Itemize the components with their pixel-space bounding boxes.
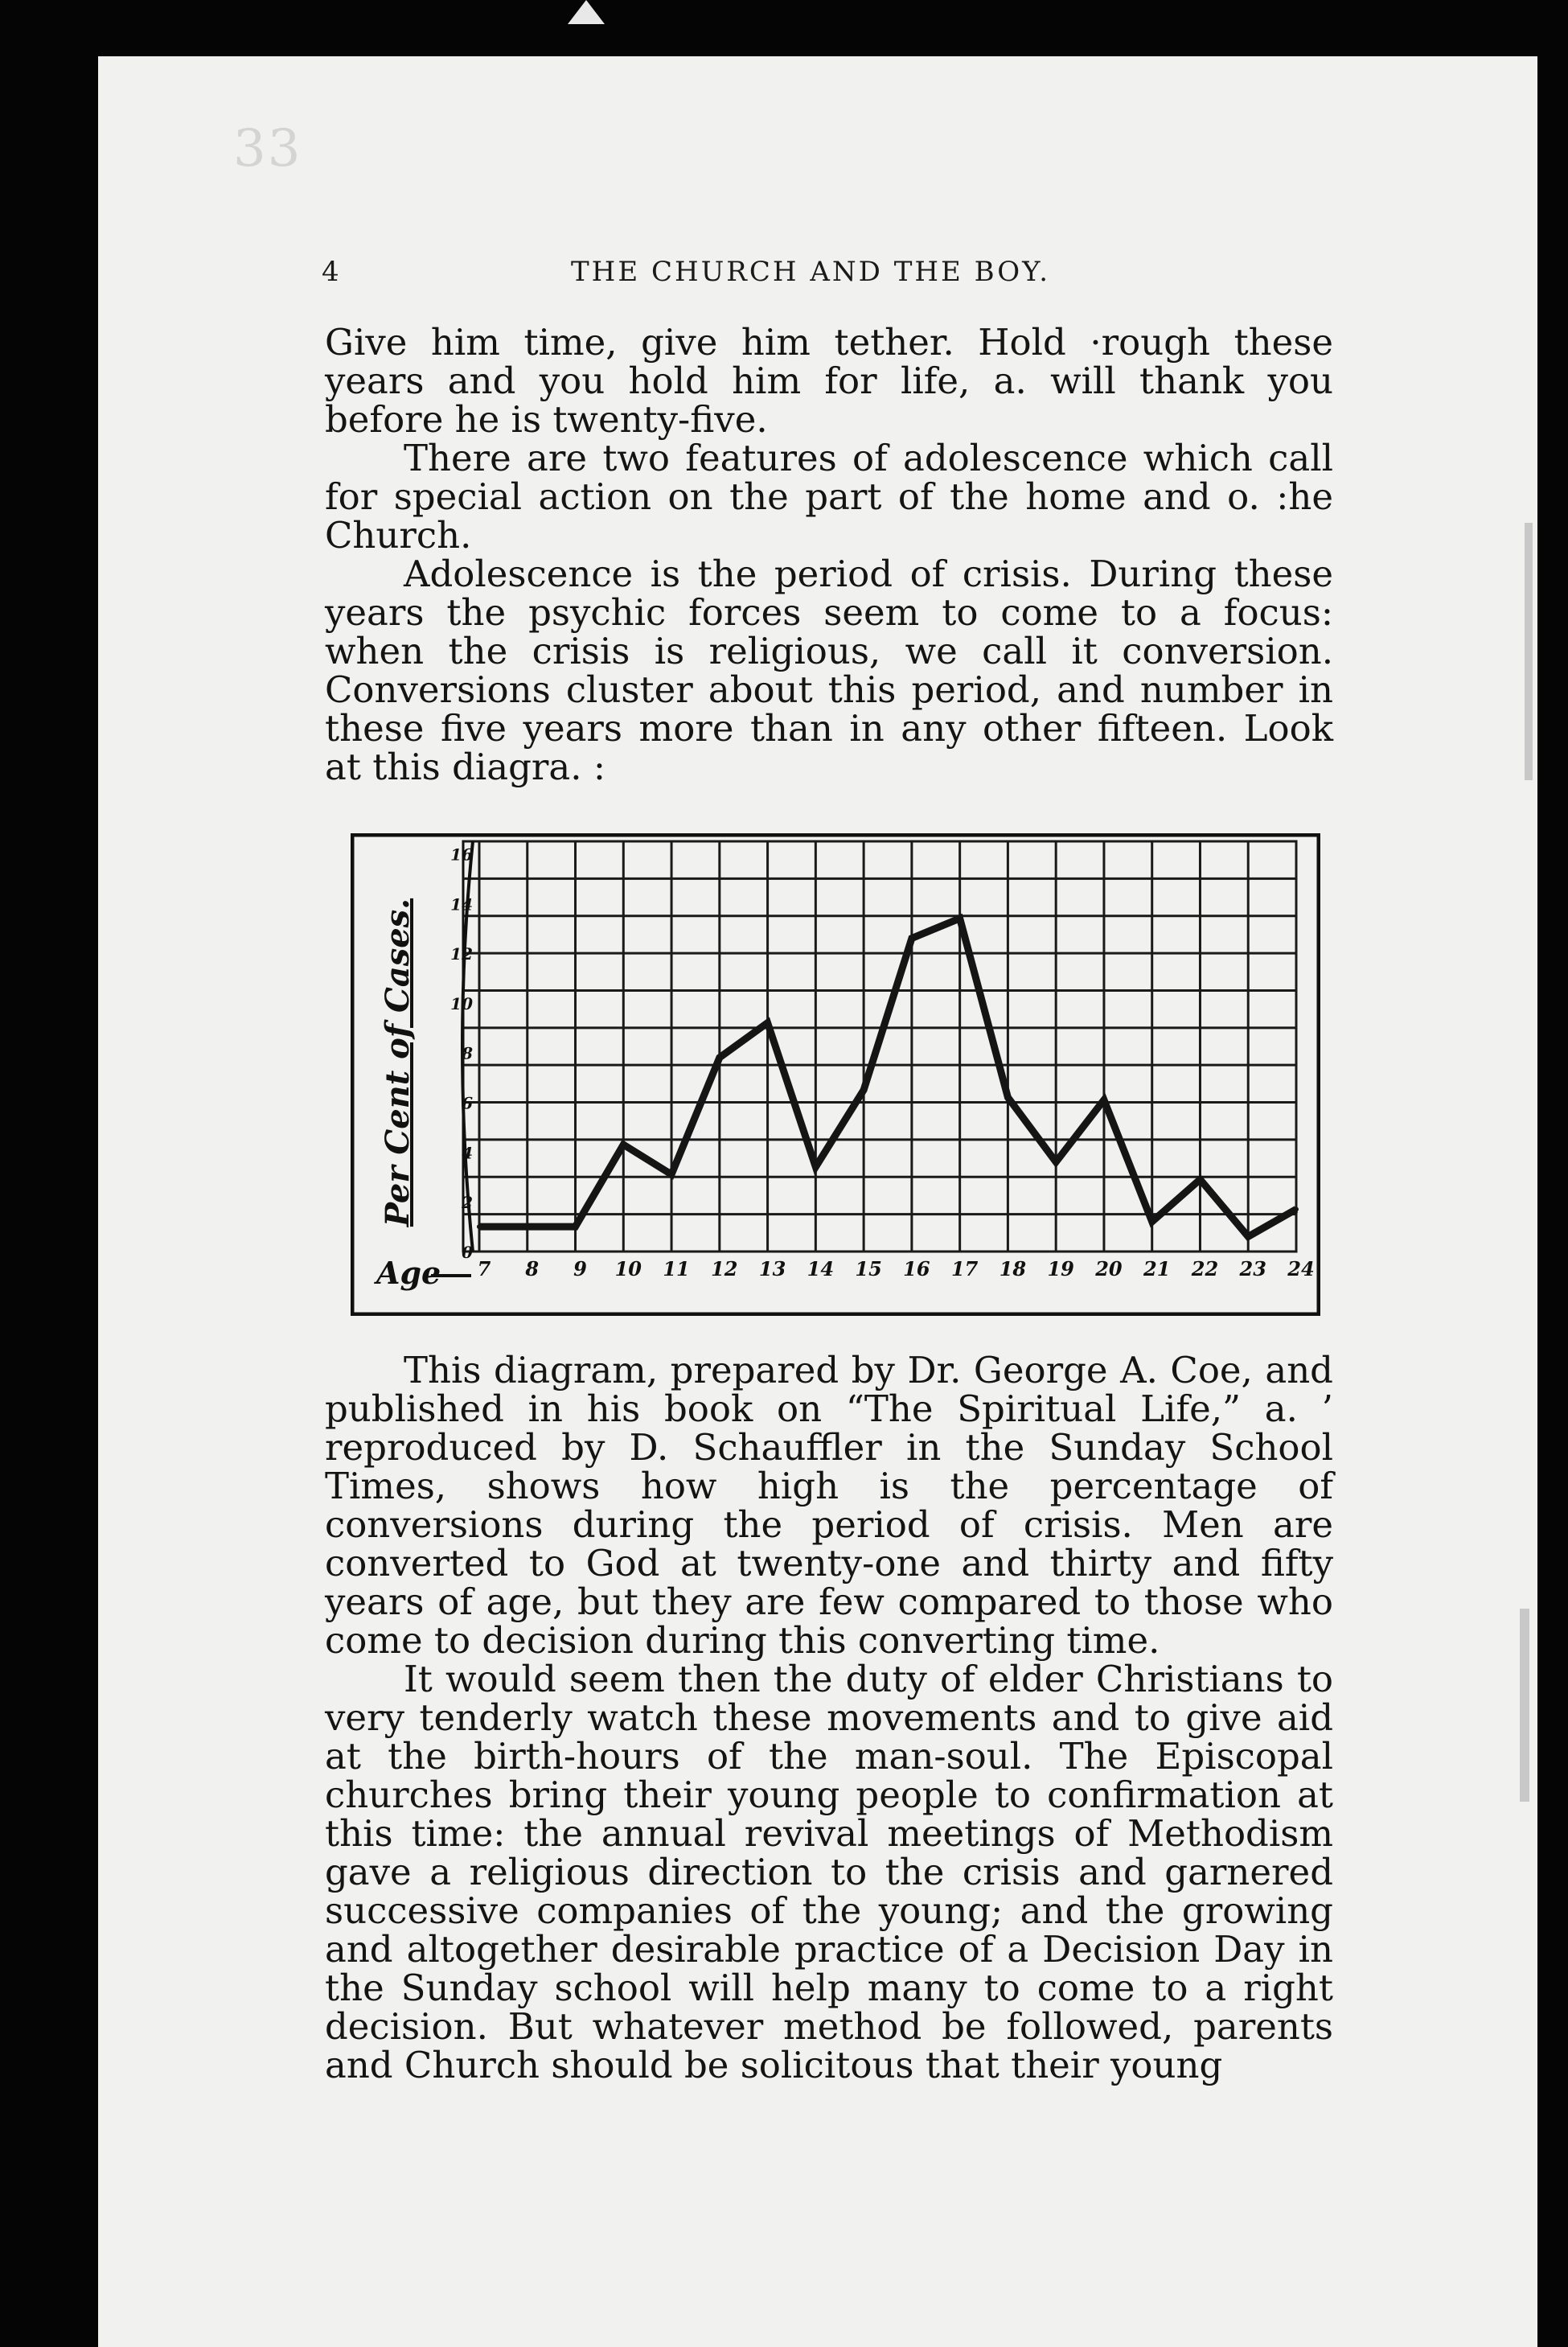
x-tick-label: 9 [573,1257,587,1280]
y-tick-label: 0 [462,1243,473,1262]
data-point [1246,1234,1250,1239]
x-tick-label: 19 [1047,1257,1074,1280]
data-point [766,1021,770,1026]
conversion-percentage-line [479,919,1296,1237]
text-block-after-diagram [325,1351,1333,2085]
binding-shadow-right [1525,523,1533,780]
y-axis-label: Per Cent of Cases. [379,898,417,1227]
data-point [1053,1160,1058,1165]
y-tick-label: 12 [450,944,473,964]
x-tick-label: 21 [1143,1257,1171,1280]
data-point [573,1224,578,1229]
binding-shadow-right-lower [1520,1609,1529,1802]
data-point [1294,1206,1299,1211]
data-point [525,1224,530,1229]
x-tick-label: 8 [525,1257,540,1280]
x-tick-label: 13 [758,1257,786,1280]
edge-mark-top [568,0,605,24]
data-point [1102,1097,1106,1102]
data-point [477,1224,482,1229]
x-tick-label: 15 [855,1257,882,1280]
data-point [1197,1177,1202,1182]
x-tick-label: 11 [663,1257,690,1280]
data-point [1005,1095,1010,1100]
y-tick-label: 8 [462,1043,473,1063]
text-block-before-diagram [325,323,1333,787]
data-point [669,1172,674,1177]
y-tick-label: 10 [450,993,473,1013]
paragraph: Adolescence is the period of crisis. During these years the psychic forces seem to come to a focus: when the crisis is religious, we call it conversion. Conversions cluster about this period, and number in these five years more than in any other fifteen. Look at this diagra. : [325,553,1333,788]
y-tick-label: 4 [462,1143,473,1163]
y-tick-label: 14 [450,894,473,915]
data-point [1150,1219,1155,1224]
chart-frame [352,835,1319,1314]
x-tick-label: 24 [1287,1257,1315,1280]
paragraph: It would seem then the duty of elder Christians to very tenderly watch these movements and to give aid at the birth-hours of the man-soul. The Episcopal churches bring their young people to confirmation at this time: the annual revival meetings of Methodism gave a religious direction to the crisis and garnered successive companies of the young; and the growing and altogether desirable practice of a Decision Day in the Sunday school will help many to come to a right decision. But whatever method be followed, parents and Church should be solicitous that their young [325,1658,1333,2086]
paragraph: This diagram, prepared by Dr. George A. Coe, and published in his book on “The Spiritual Life,” a. ’ reproduced by D. Schauffler in the Sunday School Times, shows how high is the percentage of conversions during the period of crisis. Men are converted to God at twenty-one and thirty and fifty years of age, but they are few compared to those who come to decision during this converting time. [325,1349,1333,1662]
conversion-age-diagram [351,833,1320,1316]
x-tick-label: 22 [1191,1257,1219,1280]
pencil-page-number: 33 [233,119,302,179]
data-point [717,1055,722,1060]
data-point [813,1165,818,1169]
data-point [958,916,963,921]
conversion-chart-svg [351,833,1320,1316]
x-tick-label: 14 [807,1257,835,1280]
y-tick-label: 2 [462,1193,473,1213]
y-tick-label: 16 [450,845,473,865]
x-tick-label: 10 [614,1257,642,1280]
data-point [909,936,914,941]
paragraph: Give him time, give him tether. Hold ·rough these years and you hold him for life, a. will thank you before he is twenty-five. [325,321,1333,441]
x-tick-label: 7 [477,1257,491,1280]
x-tick-label: 12 [711,1257,738,1280]
x-tick-label: 16 [903,1257,930,1280]
running-head-title: THE CHURCH AND THE BOY. [571,256,1051,288]
x-tick-label: 17 [950,1257,979,1280]
paragraph: There are two features of adolescence which call for special action on the part of the home and o. :he Church. [325,437,1333,557]
page-number: 4 [322,256,342,288]
x-tick-label: 20 [1095,1257,1123,1280]
y-tick-label: 6 [462,1093,473,1113]
x-axis-label: Age [376,1255,441,1291]
data-point [621,1142,626,1147]
x-tick-label: 23 [1239,1257,1266,1280]
x-tick-label: 18 [999,1257,1027,1280]
data-point [861,1087,866,1092]
